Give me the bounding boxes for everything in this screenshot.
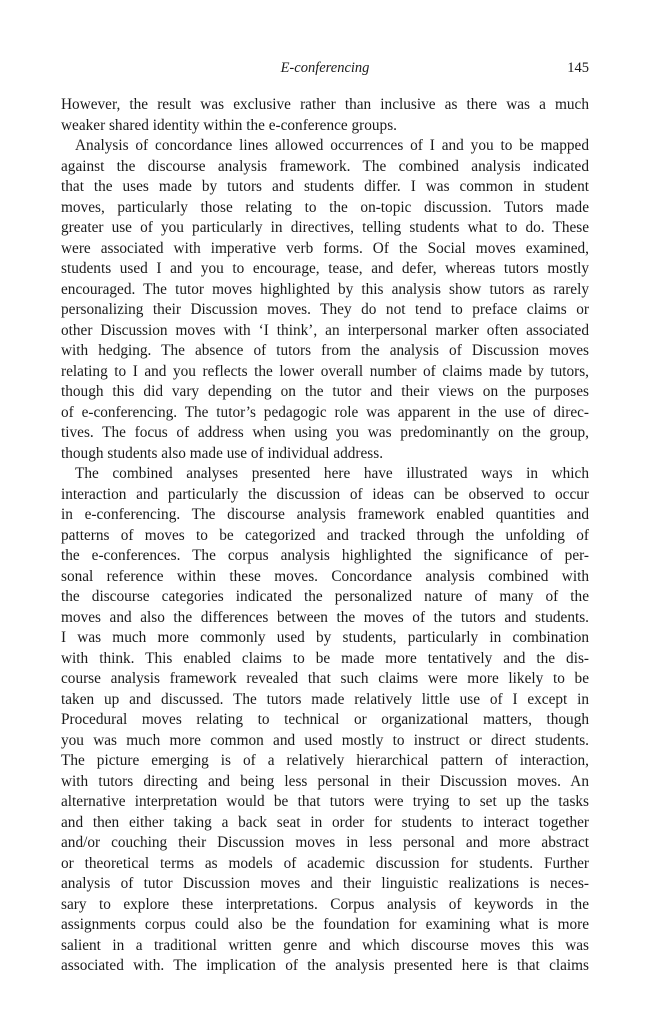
- text-line: sonal reference within these moves. Concordance analysis combined with: [61, 567, 589, 585]
- text-line: though this did vary depending on the tutor and their views on the purposes: [61, 383, 589, 400]
- text-line: Procedural moves relating to technical or organizational matters, though: [61, 711, 589, 728]
- text-line: though students also made use of individual address.: [61, 444, 384, 462]
- text-line: patterns of moves to be categorized and tracked through the unfolding of: [61, 526, 589, 544]
- text-line: interaction and particularly the discussion of ideas can be observed to occur: [61, 485, 589, 503]
- text-line: you was much more common and used mostly to instruct or direct students.: [61, 731, 589, 749]
- text-line: encouraged. The tutor moves highlighted by this analysis show tutors as rarely: [61, 280, 589, 298]
- text-line: in e-conferencing. The discourse analysis framework enabled quantities and: [61, 506, 589, 523]
- running-header: [61, 58, 589, 78]
- text-line: Analysis of concordance lines allowed occurrences of I and you to be mapped: [75, 137, 589, 154]
- text-line: the e-conferences. The corpus analysis highlighted the significance of per-: [61, 547, 589, 564]
- text-line: The combined analyses presented here have illustrated ways in which: [75, 465, 589, 482]
- text-line: personalizing their Discussion moves. They do not tend to preface claims or: [61, 301, 589, 318]
- running-title: E-conferencing: [280, 60, 370, 76]
- text-line: greater use of you particularly in directives, telling students what to do. These: [61, 219, 589, 236]
- text-line: The picture emerging is of a relatively hierarchical pattern of interaction,: [61, 752, 589, 769]
- text-line: assignments corpus could also be the foundation for examining what is more: [61, 916, 589, 933]
- text-line: against the discourse analysis framework. The combined analysis indicated: [61, 157, 589, 175]
- text-line: other Discussion moves with ‘I think’, an interpersonal marker often associated: [61, 321, 589, 339]
- text-line: analysis of tutor Discussion moves and their linguistic realizations is neces-: [61, 875, 589, 892]
- text-line: with tutors directing and being less personal in their Discussion moves. An: [61, 772, 589, 790]
- text-line: moves and also the differences between the moves of the tutors and students.: [61, 608, 589, 626]
- text-line: the discourse categories indicated the personalized nature of many of the: [61, 588, 589, 605]
- text-line: relating to I and you reflects the lower overall number of claims made by tutors,: [61, 362, 589, 380]
- text-line: taken up and discussed. The tutors made relatively little use of I except in: [61, 690, 589, 708]
- text-line: that the uses made by tutors and students differ. I was common in student: [61, 178, 589, 195]
- text-line: salient in a traditional written genre and which discourse moves this was: [61, 936, 589, 954]
- text-line: However, the result was exclusive rather than inclusive as there was a much: [61, 96, 589, 113]
- text-line: tives. The focus of address when using you was predominantly on the group,: [61, 424, 589, 441]
- page-number: 145: [567, 60, 589, 76]
- text-line: and/or couching their Discussion moves in less personal and more abstract: [61, 834, 589, 851]
- text-line: I was much more commonly used by students, particularly in combination: [61, 629, 589, 646]
- text-line: weaker shared identity within the e-conference groups.: [61, 116, 397, 134]
- text-line: alternative interpretation would be that tutors were trying to set up the tasks: [61, 793, 589, 810]
- text-line: sary to explore these interpretations. Corpus analysis of keywords in the: [61, 895, 589, 913]
- text-line: course analysis framework revealed that such claims were more likely to be: [61, 670, 589, 687]
- text-line: were associated with imperative verb forms. Of the Social moves examined,: [61, 239, 589, 257]
- text-line: and then either taking a back seat in order for students to interact together: [61, 813, 589, 831]
- text-line: moves, particularly those relating to the on-topic discussion. Tutors made: [61, 198, 589, 216]
- text-line: or theoretical terms as models of academic discussion for students. Further: [61, 854, 589, 872]
- body-text: [61, 95, 589, 977]
- text-line: with think. This enabled claims to be made more tentatively and the dis-: [61, 649, 589, 667]
- text-line: with hedging. The absence of tutors from the analysis of Discussion moves: [61, 342, 589, 359]
- text-line: of e-conferencing. The tutor’s pedagogic role was apparent in the use of direc-: [61, 403, 589, 421]
- text-line: associated with. The implication of the analysis presented here is that claims: [61, 957, 589, 974]
- text-line: students used I and you to encourage, tease, and defer, whereas tutors mostly: [61, 260, 589, 277]
